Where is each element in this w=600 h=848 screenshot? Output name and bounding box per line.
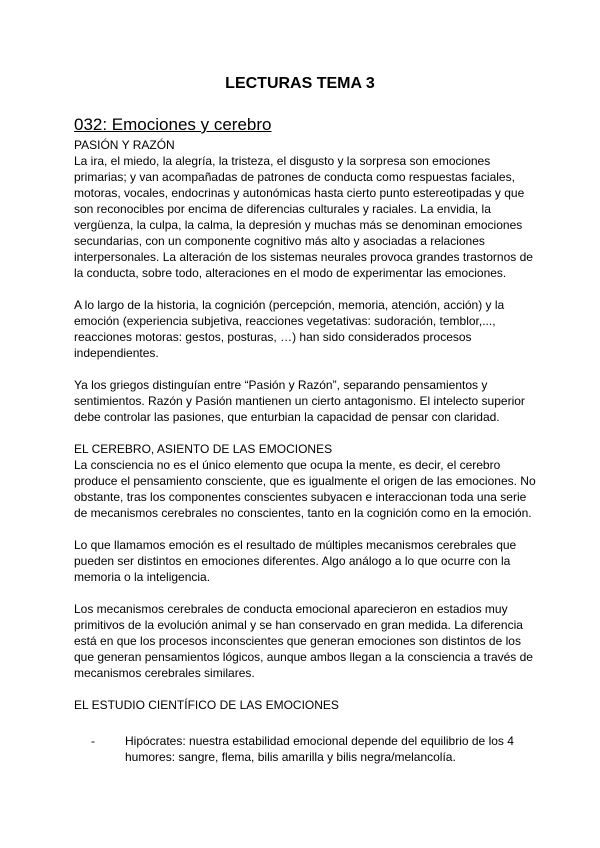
list-item — [91, 733, 536, 765]
paragraph-5: Lo que llamamos emoción es el resultado de múltiples mecanismos cerebrales que pueden ser distintos en emociones diferentes. Algo análogo a lo que ocurre con la memoria o la inteligencia. — [74, 538, 517, 584]
document-body — [74, 137, 536, 765]
paragraph-3: Ya los griegos distinguían entre “Pasión y Razón”, separando pensamientos y sentimientos. Razón y Pasión mantienen un cierto antagonismo. El intelecto superior debe controlar las pasiones, que enturbian la capacidad de pensar con claridad. — [74, 378, 525, 424]
list-bullet: - — [91, 734, 95, 748]
subheading-estudio: EL ESTUDIO CIENTÍFICO DE LAS EMOCIONES — [74, 698, 339, 712]
bullet-list — [74, 733, 536, 765]
subheading-cerebro: EL CEREBRO, ASIENTO DE LAS EMOCIONES — [74, 442, 333, 456]
paragraph-4: La consciencia no es el único elemento que ocupa la mente, es decir, el cerebro produce el pensamiento consciente, que es igualmente el origen de las emociones. No obstante, tras los componentes conscientes subyacen e interaccionan toda una serie de mecanismos cerebrales no conscientes, tanto en la cognición como en la emoción. — [74, 458, 536, 520]
list-item-text: Hipócrates: nuestra estabilidad emocional depende del equilibrio de los 4 humores: sangre, flema, bilis amarilla y bilis negra/melancolía. — [125, 734, 514, 764]
section-heading: 032: Emociones y cerebro — [74, 115, 272, 134]
paragraph-1: La ira, el miedo, la alegría, la tristeza, el disgusto y la sorpresa son emociones primarias; y van acompañadas de patrones de conducta como respuestas faciales, motoras, vocales, endocrinas y autonómicas hasta cierto punto estereotipadas y que son reconocibles por encima de diferencias culturales y raciales. La envidia, la vergüenza, la culpa, la calma, la depresión y muchas más se denominan emociones secundarias, con un componente cognitivo más alto y asociadas a relaciones interpersonales. La alteración de los sistemas neurales provoca grandes trastornos de la conducta, sobre todo, alteraciones en el modo de experimentar las emociones. — [74, 154, 533, 280]
paragraph-2: A lo largo de la historia, la cognición (percepción, memoria, atención, acción) y la emoción (experiencia subjetiva, reacciones vegetativas: sudoración, temblor,..., reacciones motoras: gestos, posturas, …) han sido considerados procesos independientes. — [74, 298, 505, 360]
document-title: LECTURAS TEMA 3 — [225, 75, 375, 92]
paragraph-6: Los mecanismos cerebrales de conducta emocional aparecieron en estadios muy primitivos de la evolución animal y se han conservado en gran medida. La diferencia está en que los procesos inconscientes que generan emociones son distintos de los que generan pensamientos lógicos, aunque ambos llegan a la consciencia a través de mecanismos cerebrales similares. — [74, 602, 533, 680]
subheading-pasion-razon: PASIÓN Y RAZÓN — [74, 138, 175, 152]
